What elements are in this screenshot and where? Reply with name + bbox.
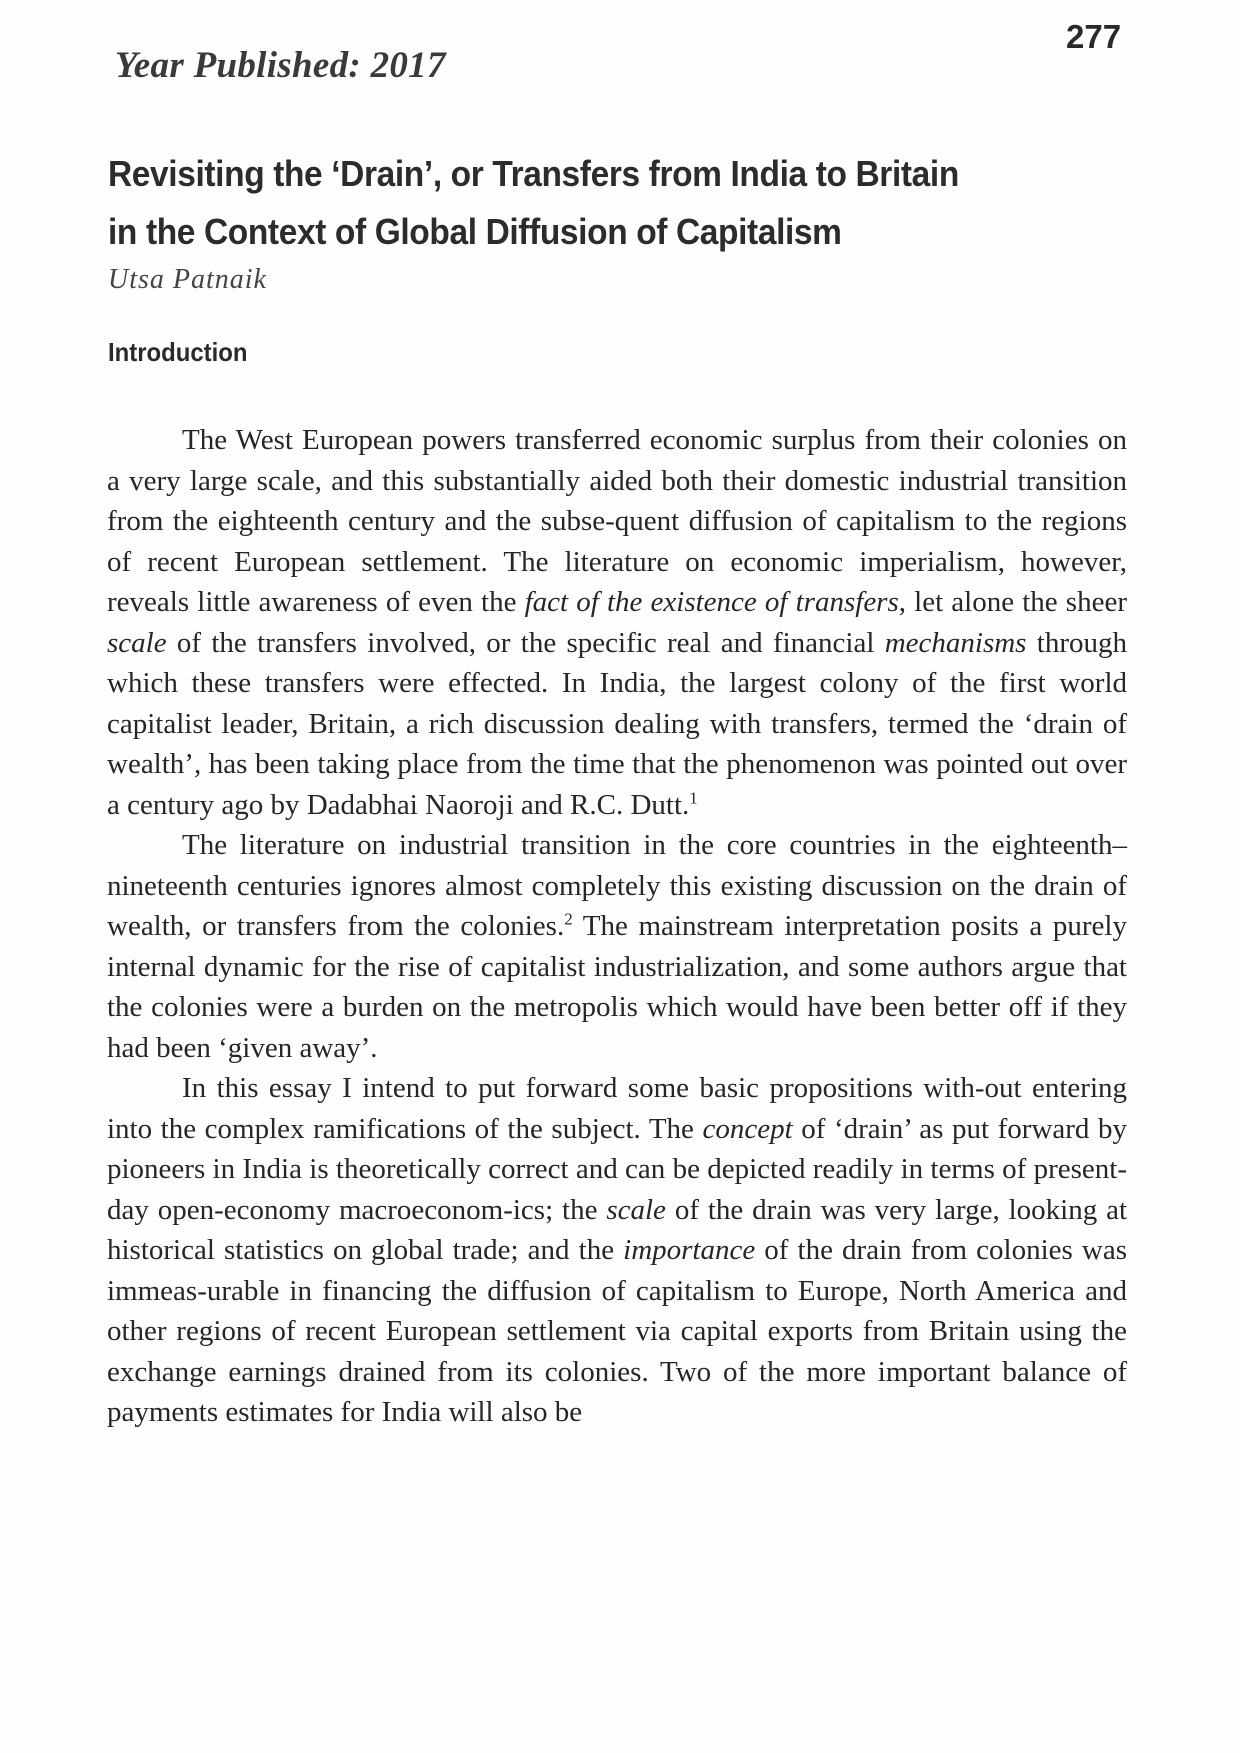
paragraph-1	[107, 420, 1127, 825]
paragraph-text: , let alone the sheer	[898, 586, 1127, 618]
article-body	[107, 420, 1127, 1433]
emphasis-text: concept	[702, 1112, 793, 1145]
year-published-label: Year Published: 2017	[115, 45, 446, 86]
paragraph-text: In this essay I intend to put forward some basic propositions with-out entering into the complex ramifications of the subject. The	[107, 1072, 1127, 1145]
paragraph-text: of the drain was very large, looking at historical statistics on global trade; and the	[107, 1193, 1127, 1266]
paragraph-text: of the drain from colonies was immeas-urable in financing the diffusion of capitalism to Europe, North America and other regions of recent European settlement via capital exports from Britain using the exchange earnings drained from its colonies. Two of the more important balance of payments estimates for India will also be	[107, 1234, 1127, 1428]
article-title-line-1: Revisiting the ‘Drain’, or Transfers from India to Britain	[108, 153, 959, 194]
footnote-marker: 1	[689, 787, 698, 807]
emphasis-text: importance	[623, 1234, 756, 1266]
article-title-line-2: in the Context of Global Diffusion of Capitalism	[108, 211, 842, 252]
section-heading: Introduction	[108, 337, 248, 367]
footnote-marker: 2	[564, 909, 573, 929]
paragraph-text: through which these transfers were effected. In India, the largest colony of the first world capitalist leader, Britain, a rich discussion dealing with transfers, termed the ‘drain of wealth’, has been taking place from the time that the phenomenon was pointed out over a century ago by Dadabhai Naoroji and R.C. Dutt.	[107, 626, 1127, 821]
paragraph-text: of ‘drain’ as put forward by pioneers in India is theoretically correct and can be depicted readily in terms of present-day open-economy macroeconom-ics; the	[107, 1112, 1127, 1226]
article-author: Utsa Patnaik	[108, 264, 267, 295]
emphasis-text: fact of the existence of transfers	[524, 586, 899, 618]
paragraph-2	[107, 825, 1127, 1068]
emphasis-text: mechanisms	[884, 626, 1027, 659]
paragraph-text: The West European powers transferred economic surplus from their colonies on a very large scale, and this substantially aided both their domestic industrial transition from the eighteenth century and the subse-quent diffusion of capitalism to the regions of recent European settlement. The literature on economic imperialism, however, reveals little awareness of even the	[107, 424, 1127, 618]
emphasis-text: scale	[606, 1193, 666, 1226]
emphasis-text: scale	[107, 626, 167, 659]
paragraph-text: The mainstream interpretation posits a purely internal dynamic for the rise of capitalist industrialization, and some authors argue that the colonies were a burden on the metropolis which would have been better off if they had been ‘given away’.	[107, 910, 1127, 1064]
paragraph-text: of the transfers involved, or the specific real and financial	[166, 626, 885, 659]
article-title	[108, 145, 1038, 261]
paragraph-text: The literature on industrial transition in the core countries in the eighteenth–nineteenth centuries ignores almost completely this existing discussion on the drain of wealth, or transfers from the colonies.	[107, 829, 1127, 942]
paragraph-3	[107, 1068, 1127, 1433]
page-number: 277	[1066, 18, 1122, 55]
